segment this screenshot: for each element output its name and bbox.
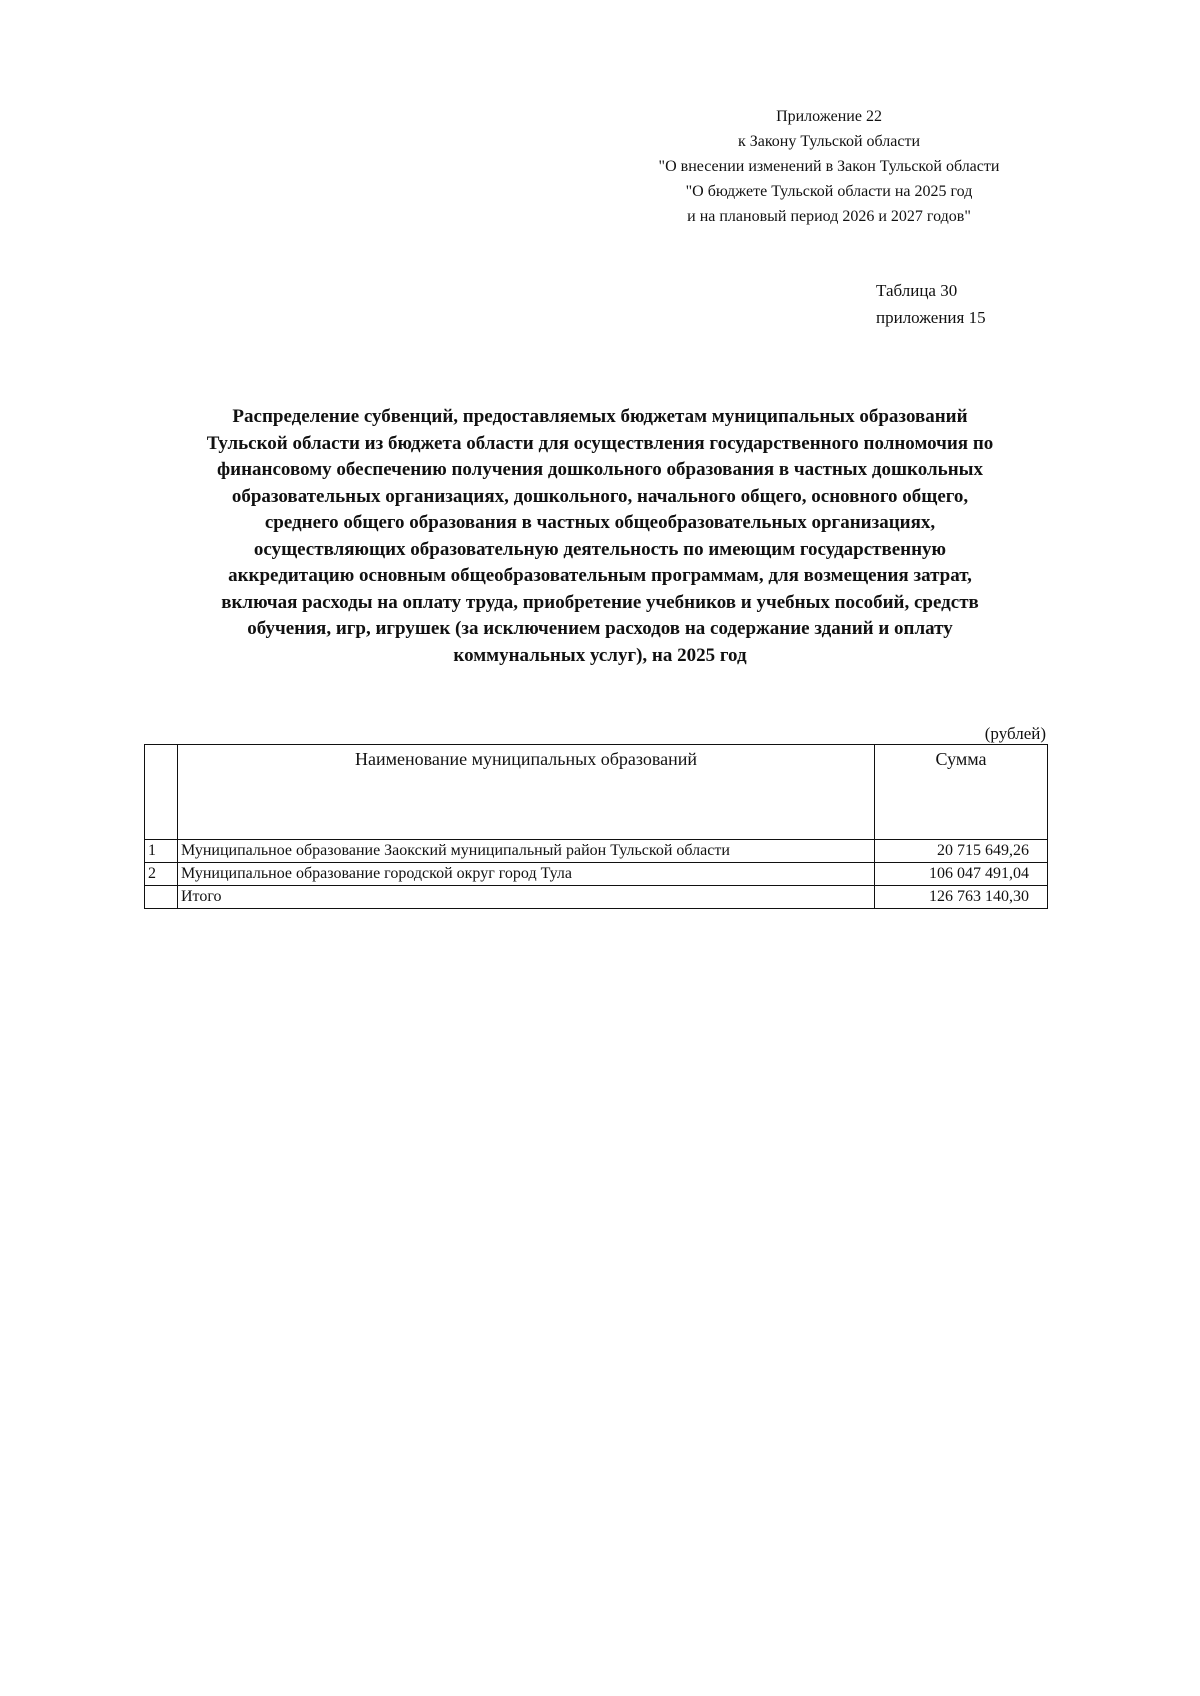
distribution-table <box>144 744 1048 909</box>
table-ref-line: Таблица 30 <box>876 281 958 300</box>
header-name: Наименование муниципальных образований <box>178 745 875 840</box>
title-line: финансовому обеспечению получения дошкольного образования в частных дошкольных <box>217 459 983 480</box>
appendix-line: к Закону Тульской области <box>737 133 921 150</box>
header-number <box>145 745 178 840</box>
appendix-reference <box>622 104 1036 229</box>
title-line: Распределение субвенций, предоставляемых бюджетам муниципальных образований <box>232 406 968 427</box>
units-label: (рублей) <box>984 724 1046 743</box>
row-number: 1 <box>145 840 178 863</box>
row-sum: 126 763 140,30 <box>875 886 1048 909</box>
title-line: осуществляющих образовательную деятельность по имеющим государственную <box>253 538 947 560</box>
row-name: Итого <box>178 886 875 909</box>
row-name: Муниципальное образование городской округ город Тула <box>178 863 875 886</box>
row-name: Муниципальное образование Заокский муниципальный район Тульской области <box>178 840 875 863</box>
title-line: образовательных организациях, дошкольного, начального общего, основного общего, <box>231 485 969 507</box>
row-number <box>145 886 178 909</box>
title-line: коммунальных услуг), на 2025 год <box>453 644 747 666</box>
appendix-line: "О бюджете Тульской области на 2025 год <box>685 183 973 200</box>
table-row <box>145 863 1048 886</box>
title-line: обучения, игр, игрушек (за исключением расходов на содержание зданий и оплату <box>247 618 953 639</box>
title-line: Тульской области из бюджета области для осуществления государственного полномочия по <box>206 432 994 454</box>
row-number: 2 <box>145 863 178 886</box>
title-line: аккредитацию основным общеобразовательным программам, для возмещения затрат, <box>228 565 972 586</box>
table-header-row <box>145 745 1048 840</box>
table-total-row <box>145 886 1048 909</box>
title-line: среднего общего образования в частных общеобразовательных организациях, <box>264 512 936 533</box>
title-line: включая расходы на оплату труда, приобретение учебников и учебных пособий, средств <box>221 591 979 613</box>
appendix-line: "О внесении изменений в Закон Тульской области <box>658 158 1000 175</box>
row-sum: 106 047 491,04 <box>875 863 1048 886</box>
document-title <box>130 404 1070 669</box>
row-sum: 20 715 649,26 <box>875 840 1048 863</box>
appendix-line: и на плановый период 2026 и 2027 годов" <box>687 208 971 225</box>
header-sum: Сумма <box>875 745 1048 840</box>
table-row <box>145 840 1048 863</box>
appendix-line: Приложение 22 <box>776 108 882 125</box>
table-reference <box>876 277 1016 331</box>
table-ref-line: приложения 15 <box>876 308 986 327</box>
